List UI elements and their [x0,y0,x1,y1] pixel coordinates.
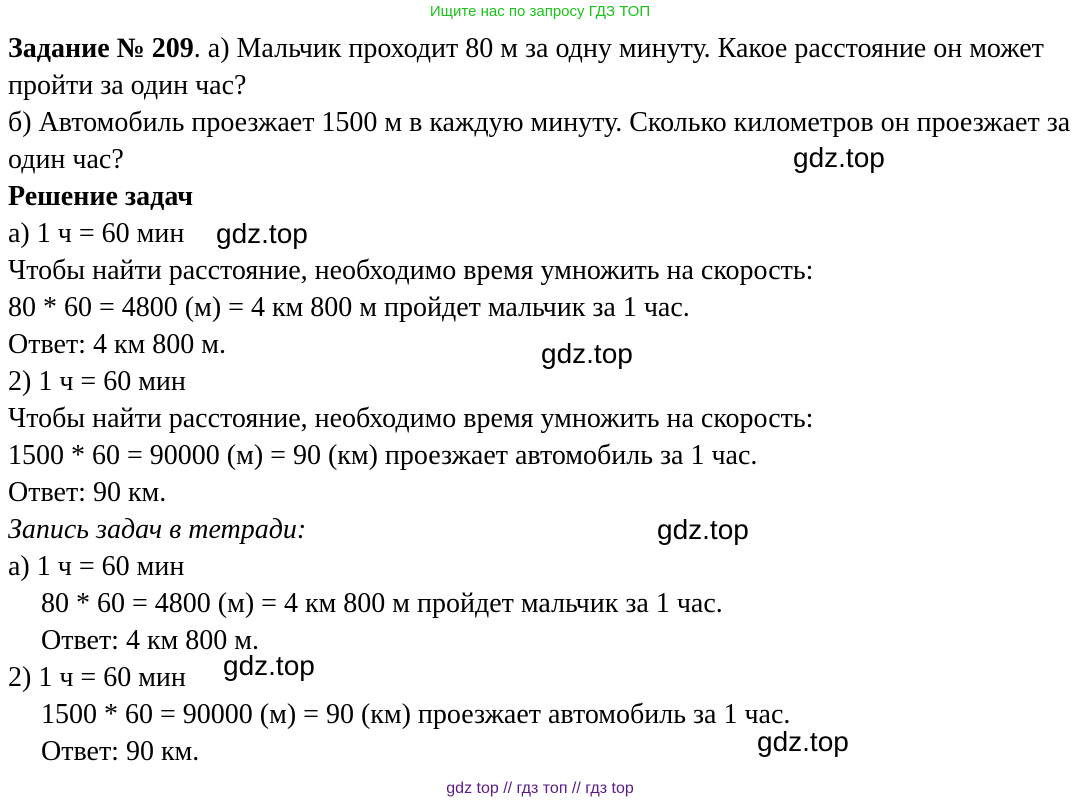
notebook-line: а) 1 ч = 60 мин [8,551,185,582]
notebook-line: 80 * 60 = 4800 (м) = 4 км 800 м пройдет мальчик за 1 час. [41,588,723,619]
solution-line: 1500 * 60 = 90000 (м) = 90 (км) проезжает автомобиль за 1 час. [8,440,758,471]
task-statement-b: б) Автомобиль проезжает 1500 м в каждую минуту. Сколько километров он проезжает за один час? [8,107,1071,175]
task-text-a: . а) Мальчик проходит 80 м за одну минуту. Какое расстояние он может пройти за один час? [8,33,1044,101]
solution-line: Чтобы найти расстояние, необходимо время умножить на скорость: [8,403,814,434]
solution-line: Чтобы найти расстояние, необходимо время умножить на скорость: [8,255,814,286]
top-banner: Ищите нас по запросу ГДЗ ТОП [429,3,651,20]
watermark: gdz.top [223,650,315,681]
notebook-answer: Ответ: 90 км. [41,736,200,767]
document-body [8,30,1074,770]
solution-answer: Ответ: 4 км 800 м. [8,329,226,360]
notebook-answer: Ответ: 4 км 800 м. [41,625,259,656]
watermark: gdz.top [541,338,633,369]
watermark: gdz.top [793,142,885,173]
solution-line: 80 * 60 = 4800 (м) = 4 км 800 м пройдет мальчик за 1 час. [8,292,690,323]
watermark: gdz.top [757,726,849,757]
solution-line: а) 1 ч = 60 мин [8,218,185,249]
notebook-heading: Запись задач в тетради: [8,514,307,545]
notebook-line: 2) 1 ч = 60 мин [8,662,186,693]
solution-answer: Ответ: 90 км. [8,477,167,508]
bottom-banner: gdz top // гдз топ // гдз top [446,780,634,797]
watermark: gdz.top [657,514,749,545]
task-title: Задание № 209 [8,33,194,64]
task-statement-a [8,30,1074,104]
solution-line: 2) 1 ч = 60 мин [8,366,186,397]
watermark: gdz.top [216,218,308,249]
solution-heading: Решение задач [8,181,194,212]
notebook-line: 1500 * 60 = 90000 (м) = 90 (км) проезжает автомобиль за 1 час. [41,699,791,730]
